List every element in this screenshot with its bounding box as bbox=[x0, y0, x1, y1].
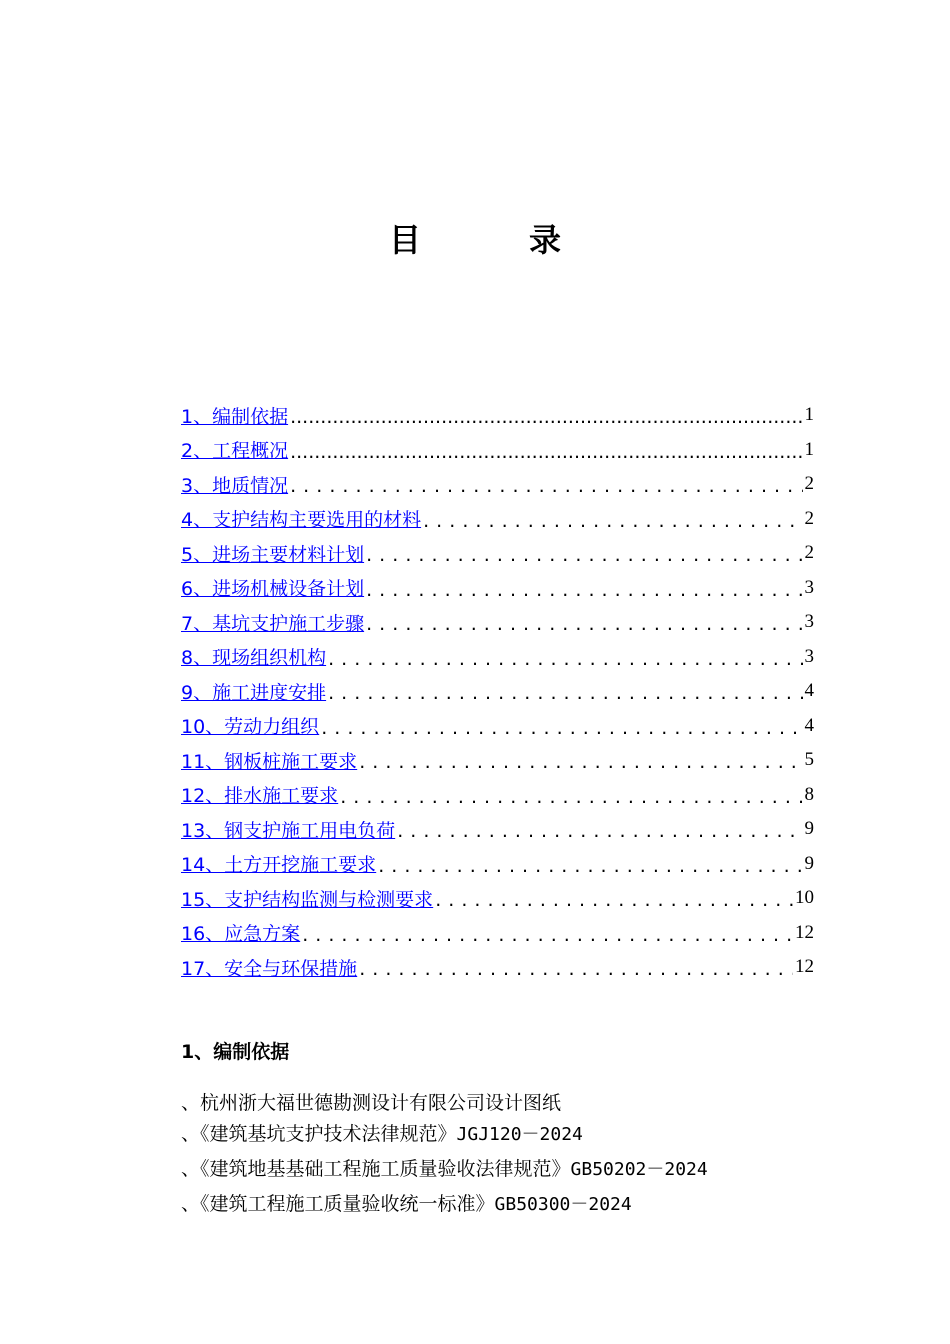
toc-page-number: 3 bbox=[804, 645, 814, 667]
toc-row-11[interactable] bbox=[181, 743, 814, 778]
toc-row-16[interactable] bbox=[181, 916, 814, 951]
reference-item bbox=[181, 1154, 881, 1185]
reference-text: 、《建筑基坑支护技术法律规范》 bbox=[181, 1123, 457, 1145]
table-of-contents bbox=[181, 398, 814, 985]
toc-link[interactable]: 3、地质情况 bbox=[181, 474, 289, 497]
toc-page-number: 5 bbox=[804, 749, 814, 771]
toc-leader bbox=[423, 510, 802, 532]
reference-code: GB50300－2024 bbox=[494, 1194, 632, 1215]
toc-link[interactable]: 11、钢板桩施工要求 bbox=[181, 750, 358, 773]
reference-code: JGJ120－2024 bbox=[456, 1124, 583, 1145]
toc-link[interactable]: 1、编制依据 bbox=[181, 405, 289, 428]
reference-item bbox=[181, 1088, 881, 1119]
toc-row-10[interactable] bbox=[181, 709, 814, 744]
toc-link[interactable]: 16、应急方案 bbox=[181, 923, 301, 946]
toc-leader bbox=[366, 544, 802, 566]
section-heading: 1、编制依据 bbox=[181, 1041, 290, 1063]
toc-page-number: 3 bbox=[804, 611, 814, 633]
toc-row-17[interactable] bbox=[181, 950, 814, 985]
toc-page-number: 1 bbox=[804, 404, 814, 426]
toc-row-9[interactable] bbox=[181, 674, 814, 709]
toc-row-4[interactable] bbox=[181, 502, 814, 537]
toc-page-number: 12 bbox=[795, 921, 814, 943]
toc-link[interactable]: 2、工程概况 bbox=[181, 440, 289, 463]
toc-row-6[interactable] bbox=[181, 571, 814, 606]
toc-leader bbox=[359, 958, 793, 980]
toc-row-15[interactable] bbox=[181, 881, 814, 916]
reference-text: 、《建筑地基基础工程施工质量验收法律规范》 bbox=[181, 1158, 571, 1180]
toc-leader bbox=[366, 579, 802, 601]
toc-page-number: 9 bbox=[804, 852, 814, 874]
toc-leader bbox=[328, 648, 802, 670]
reference-text: 、《建筑工程施工质量验收统一标准》 bbox=[181, 1193, 495, 1215]
toc-link[interactable]: 12、排水施工要求 bbox=[181, 785, 339, 808]
toc-leader bbox=[378, 855, 802, 877]
toc-page-number: 4 bbox=[804, 714, 814, 736]
toc-link[interactable]: 15、支护结构监测与检测要求 bbox=[181, 888, 434, 911]
reference-item bbox=[181, 1189, 881, 1220]
toc-leader bbox=[359, 751, 802, 773]
toc-leader bbox=[397, 820, 802, 842]
toc-link[interactable]: 10、劳动力组织 bbox=[181, 716, 320, 739]
toc-leader bbox=[302, 924, 793, 946]
toc-row-8[interactable] bbox=[181, 640, 814, 675]
toc-leader bbox=[321, 717, 802, 739]
toc-page-number: 12 bbox=[795, 956, 814, 978]
toc-link[interactable]: 7、基坑支护施工步骤 bbox=[181, 612, 365, 635]
reference-text: 、杭州浙大福世德勘测设计有限公司设计图纸 bbox=[181, 1092, 562, 1114]
toc-page-number: 8 bbox=[804, 783, 814, 805]
toc-link[interactable]: 13、钢支护施工用电负荷 bbox=[181, 819, 396, 842]
toc-page-number: 3 bbox=[804, 576, 814, 598]
toc-row-3[interactable] bbox=[181, 467, 814, 502]
toc-link[interactable]: 8、现场组织机构 bbox=[181, 647, 327, 670]
toc-link[interactable]: 9、施工进度安排 bbox=[181, 681, 327, 704]
reference-item bbox=[181, 1119, 881, 1150]
toc-link[interactable]: 17、安全与环保措施 bbox=[181, 957, 358, 980]
toc-link[interactable]: 4、支护结构主要选用的材料 bbox=[181, 509, 422, 532]
toc-leader bbox=[290, 441, 802, 463]
reference-list bbox=[181, 1088, 881, 1220]
toc-leader bbox=[340, 786, 802, 808]
toc-row-14[interactable] bbox=[181, 847, 814, 882]
toc-row-13[interactable] bbox=[181, 812, 814, 847]
toc-row-12[interactable] bbox=[181, 778, 814, 813]
toc-leader bbox=[328, 682, 802, 704]
toc-page-number: 9 bbox=[804, 818, 814, 840]
reference-code: GB50202－2024 bbox=[570, 1159, 708, 1180]
toc-row-5[interactable] bbox=[181, 536, 814, 571]
toc-row-1[interactable] bbox=[181, 398, 814, 433]
toc-page-number: 2 bbox=[804, 542, 814, 564]
toc-row-2[interactable] bbox=[181, 433, 814, 468]
page-title: 目 录 bbox=[388, 221, 599, 259]
toc-leader bbox=[290, 406, 802, 428]
toc-page-number: 10 bbox=[795, 887, 814, 909]
toc-page-number: 2 bbox=[804, 507, 814, 529]
toc-link[interactable]: 14、土方开挖施工要求 bbox=[181, 854, 377, 877]
toc-link[interactable]: 5、进场主要材料计划 bbox=[181, 543, 365, 566]
toc-page-number: 4 bbox=[804, 680, 814, 702]
toc-leader bbox=[435, 889, 793, 911]
toc-row-7[interactable] bbox=[181, 605, 814, 640]
toc-leader bbox=[290, 475, 802, 497]
toc-page-number: 2 bbox=[804, 473, 814, 495]
toc-link[interactable]: 6、进场机械设备计划 bbox=[181, 578, 365, 601]
toc-leader bbox=[366, 613, 802, 635]
toc-page-number: 1 bbox=[804, 438, 814, 460]
